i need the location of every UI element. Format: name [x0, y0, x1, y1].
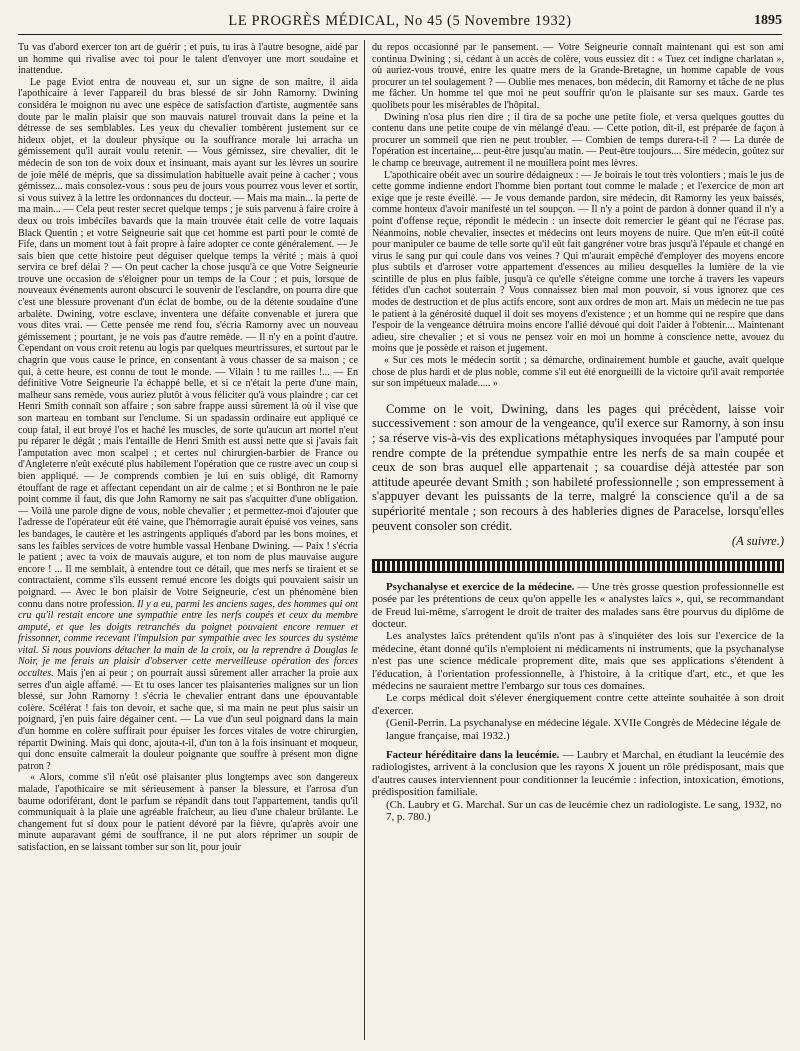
to-be-continued: (A suivre.) — [731, 534, 784, 549]
left-column — [18, 42, 358, 1042]
news-paragraph-analystes: Les analystes laïcs prétendent qu'ils n'ont pas à s'inquiéter des lois sur l'exercice de la médecine, étant donné qu'ils n'emploient ni médicaments ni instruments, que la psychanalyse n'est pas une science médicale proprement dite, mais que ses applications s'étendent à l'éducation, à l'orientation professionnelle, à l'histoire, à la critique d'art, etc., et que les médecins ne sauraient mettre l'embargo sur tous ces domaines. — [372, 630, 784, 692]
right-paragraph-3: L'apothicaire obéit avec un sourire dédaigneux : — Je boirais le tout très volontiers ; mais le jus de cette gomme indienne endort l'homme bien portant tout comme le malade ; et l'exercice de mon art exige que je reste éveillé. — Je vous demande pardon, sire médecin, dit Ramorny les yeux baissés, comme honteux d'avoir manifesté un tel soupçon. — Il n'y a point de pardon à donner quand il n'y a point d'offense reçue, répondit le médecin : un insecte doit remercier le géant qui ne l'écrase pas. Néanmoins, noble chevalier, insectes et médecins ont leurs moyens de nuire. Que m'en eût-il coûté pour manipuler ce baume de telle sorte qu'il eût fait gangréner votre bras jusqu'à l'épaule et changé en virus le sang pur qui coule dans vos veines ? Qui m'aurait empêché d'employer des moyens encore plus subtils et d'arroser votre appartement d'essences au milieu desquelles la lumière de la vie scintille de plus en plus faible, jusqu'à ce qu'elle s'éteigne comme une torche à travers les vapeurs fétides d'un cachot souterrain ? Vous connaissez bien mal mon pouvoir, si vous ignorez que ces modes de destruction et de plus actifs encore, sont aux ordres de mon art. Mais un médecin ne tue pas le patient à la générosité duquel il doit ses moyens d'existence ; et un homme qui ne respire que dans l'espoir de la vengeance détruira moins encore l'allié dévoué qui doit l'aider à l'obtenir.... Maintenant adieu, sire chevalier ; et si vous ne pensez voir en moi un homme à conscience nette, avouez du moins que je possède et raison et jugement. — [372, 169, 784, 355]
left-paragraph-2-end: Mais j'en ai peur ; on pourrait aussi sûrement aller arracher la proie aux serres d'un aigle affamé. — Et tu oses lancer tes plaisanteries malignes sur un lion blessé, sur John Ramorny ! s'écria le chevalier entrant dans une épouvantable colère. Scélérat ! fais ton devoir, et sache que, si ma main ne peut plus saisir un poignard, j'en puis faire dégainer cent. — La vue d'un seul poignard dans la main d'un homme en colère suffirait pour épuiser les forces vitales de votre chirurgien, répartit Dwining. Mais qui donc, ajouta-t-il, d'un ton à la fois insinuant et moqueur, qui donc ensuite calmerait la douleur poignante que souffre à présent mon digne patron ? — [18, 668, 358, 772]
news-section — [372, 581, 784, 824]
news-gap — [372, 742, 784, 749]
news-source-genil-perrin: (Genil-Perrin. La psychanalyse en médecine légale. XVIIe Congrès de Médecine légale de langue française, mai 1932.) — [386, 717, 781, 742]
commentary-paragraph: Comme on le voit, Dwining, dans les pages qui précèdent, laisse voir successivement : son amour de la vengeance, qu'il exerce sur Ramorny, à son insu ; sa réserve vis-à-vis des explications métaphysiques invoquées par l'amputé pour rendre compte de la prétendue sympathie entre les nerfs de sa main coupée et ceux de son bras auquel elle appartenait ; sa couardise déjà attestée par son attitude apeurée devant Smith ; son habileté professionnelle ; son empressement à s'appuyer devant les puissants de la terre, malgré la conscience qu'il a de sa supériorité mentale ; son recours à des hableries dignes de Paracelse, lorsqu'elles peuvent consoler son crédit. — [372, 401, 784, 533]
news-title-psychanalyse: Psychanalyse et exercice de la médecine. — [386, 580, 575, 593]
news-source-laubry: (Ch. Laubry et G. Marchal. Sur un cas de leucémie chez un radiologiste. Le sang, 1932, no 7, p. 780.) — [386, 798, 782, 824]
news-title-leucemie: Facteur héréditaire dans la leucémie. — [386, 749, 560, 762]
left-paragraph-2 — [18, 77, 358, 773]
right-paragraph-4: « Sur ces mots le médecin sortit ; sa démarche, ordinairement humble et gauche, avait quelque chose de plus hardi et de plus noble, comme s'il eut été enorgueilli de la victoire qu'il avait remportée sur son impétueux malade..... » — [372, 355, 784, 390]
news-paragraph-corps-medical: Le corps médical doit s'élever énergiquement contre cette atteinte souhaitée à son droit d'exercer. — [372, 692, 784, 717]
left-paragraph-2-text: Le page Eviot entra de nouveau et, sur un signe de son maître, il aida l'apothicaire à lever l'appareil du bras blessé de sir John Ramorny. Dwining considéra le moignon nu avec une espèce de satisfaction d'artiste, augmentée sans doute par le malin plaisir que son mauvais naturel trouvait dans la peine et la détresse de ses semblables. Les yeux du chevalier tombèrent justement sur ce hideux objet, et la douleur physique ou la souffrance morale lui arracha un gémissement qu'il aurait voulu retenir. — Vous gémissez, sire chevalier, dit le médecin de son ton de voix doux et insinuant, mais ayant sur les lèvres un sourire de joie mêlé de mépris, que sa dissimulation habituelle avait peine à cacher ; vous gémissez... mais consolez-vous : sous peu de jours vous pourrez vous lever et sortir, si vous suivez à la lettre les ordonnances du docteur. — Mais ma main... la perte de ma main... — Cela peut rester secret quelque temps ; je suis parvenu à faire croire à deux ou trois imbéciles bavards que la main trouvée était celle de votre laquais Black Quentin ; et votre Seigneurie sait que cet homme est parti pour le comté de Fife, dans un moment tout à fait propre à faire adopter ce conte généralement. — Je sais bien que cette histoire peut déguiser quelque temps la vérité ; mais à quoi servira ce bref délai ? — On peut cacher la chose jusqu'à ce que Votre Seigneurie trouve une occasion de s'éloigner pour un temps de la Cour ; et puis, lorsque de nouveaux événements auront obscurci le souvenir de l'esclandre, on pourra dire que c'est une blessure provenant d'un éclat de bombe, ou de la détente soudaine d'une arbalète. Dwining, votre esclave, inventera une défaite convenable et jurera que vous dites vrai. — Cette pensée me rend fou, s'écria Ramorny avec un nouveau gémissement ; pourtant, je ne vois pas d'autre remède. — Il n'y en a point d'autre. Cependant on vous croit retenu au logis par quelques meurtrissures, et surtout par le chagrin que vous cause le prince, en consentant à vous chasser de sa maison ; ce qui, à cette heure, est connu de tout le monde. — Vilain ! tu me railles !... — En définitive Votre Seigneurie l'a échappé belle, et si ce n'était la perte d'une main, malheur sans remède, vous auriez plutôt à vous féliciter qu'à vous plaindre ; car cet Henri Smith connaît son affaire ; son sabre frappe aussi sûrement là où il vise que son marteau en tombant sur l'enclume. Si un spadassin ordinaire eut appliqué ce coup fatal, il eut broyé l'os et haché les muscles, de sorte qu'aucun art mortel n'eut pu réparer le dégât ; mais l'entaille de Henri Smith est aussi nette que si j'avais fait l'amputation avec mon scalpel ; et certes nul chirurgien-barbier de France ou d'Angleterre n'eût exécuté plus habilement l'opération que ce rustre avec un coup si bien appliqué. — Je comprends combien je lui en suis obligé, dit Ramorny étouffant de rage et affectant cependant un air de calme ; et si Bonthron ne le paie point comme il faut, dis que John Ramorny ne sait pas s'acquitter d'une obligation. — Voilà une parole digne de vous, noble chevalier ; et permettez-moi d'ajouter que l'adresse de l'opérateur eût été vaine, que l'hémorragie aurait épuisé vos veines, sans les bandages, le cautère et les astringents appliqués d'abord par les bons moines, et sans les faibles services de votre humble vassal Henbane Dwining. — Paix ! s'écria le patient ; avec ta voix de mauvais augure, et ton nom de plus mauvaise augure encore ! ... Il me semblait, à entendre tout ce détail, que mes nerfs se tiraient et se contractaient, comme s'ils eussent remué encore les doigts qui pouvaient saisir un poignard. — Avec le bon plaisir de Votre Seigneurie, c'est un phénomène bien connu dans notre profession. — [18, 76, 358, 610]
page-number: 1895 — [754, 13, 782, 28]
left-paragraph-2-italic: Il y a eu, parmi les anciens sages, des hommes qui ont cru qu'il restait encore une sympathie entre les nerfs coupés et ceux du membre amputé, et que les doigts retranchés du poignet pouvaient encore remuer et frissonner, comme recevant l'impulsion par sympathie avec les sources du système vital. Si nous pouvions détacher la main de la croix, ou la reprendre à Douglas le Noir, je me ferais un plaisir d'observer cette merveilleuse opération des forces occultes. — [18, 598, 358, 680]
news-body-psychanalyse: — Une très grosse question professionnelle est posée par les prétentions de ceux qu'on appelle les « analystes laïcs », qui, se recommandant de Freud lui-même, s'arrogent le droit de traiter des malades sans être pourvus du diplôme de docteur. — [372, 580, 784, 630]
news-item-psychanalyse — [372, 581, 784, 631]
news-item-leucemie — [372, 749, 784, 799]
column-divider — [364, 40, 365, 1040]
page-header — [18, 8, 782, 35]
news-body-leucemie: — Laubry et Marchal, en étudiant la leucémie des radiologistes, arrivent à la conclusion que les rayons X jouent un rôle prédisposant, mais que d'autres causes interviennent pour conditionner la leucémie : infection, intoxication, émotions, prédisposition familiale. — [372, 749, 784, 799]
left-paragraph-1: Tu vas d'abord exercer ton art de guérir ; et puis, tu iras à l'autre besogne, aidé par un homme qui rivalise avec toi pour le talent d'envoyer une mort soudaine et inattendue. — [18, 42, 358, 77]
story-continuation — [372, 42, 784, 390]
right-column — [372, 42, 784, 1042]
journal-title: LE PROGRÈS MÉDICAL, No 45 (5 Novembre 1932) — [228, 12, 572, 29]
section-separator — [372, 559, 784, 573]
right-paragraph-2: Dwining n'osa plus rien dire ; il tira de sa poche une petite fiole, et versa quelques gouttes du contenu dans une petite coupe de vin mélangé d'eau. — Cette potion, dit-il, est préparée de façon à procurer un sommeil que rien ne peut troubler. — Combien de temps durera-t-il ? — La durée de l'opération est incertaine,... peut-être jusqu'au matin. — Peut-être toujours.... Sire médecin, goûtez sur le champ ce breuvage, autrement il ne mouillera point mes lèvres. — [372, 111, 784, 169]
right-paragraph-1: du repos occasionné par le pansement. — Votre Seigneurie connaît maintenant qui est son ami continua Dwining ; si, cédant à un accès de colère, vous eussiez dit : « Tuez cet indigne charlatan », où auriez-vous trouvé, entre les quatre mers de la Grande-Bretagne, un homme capable de vous procurer un tel soulagement ? — Oublie mes menaces, bon médecin, dit Ramorny et tâche de ne plus me fâcher. Un homme tel que moi ne peut souffrir qu'on le plaisante sur ses maux. Garde tes quolibets pour les misérables de l'hôpital. — [372, 42, 784, 111]
left-paragraph-3: « Alors, comme s'il n'eût osé plaisanter plus longtemps avec son dangereux malade, l'apothicaire se mit sérieusement à panser la blessure, et l'arrosa d'un baume odoriférant, dont le parfum se répandit dans tout l'appartement, tandis qu'il communiquait à la plaie une agréable fraîcheur, au lieu d'une chaleur brûlante. Le changement fut si doux pour le patient dévoré par la fièvre, qu'après avoir une minute auparavant gémi de souffrance, il ne put alors réprimer un soupir de satisfaction, en se laissant tomber sur son lit, pour jouir — [18, 772, 358, 853]
commentary-section — [372, 402, 784, 549]
